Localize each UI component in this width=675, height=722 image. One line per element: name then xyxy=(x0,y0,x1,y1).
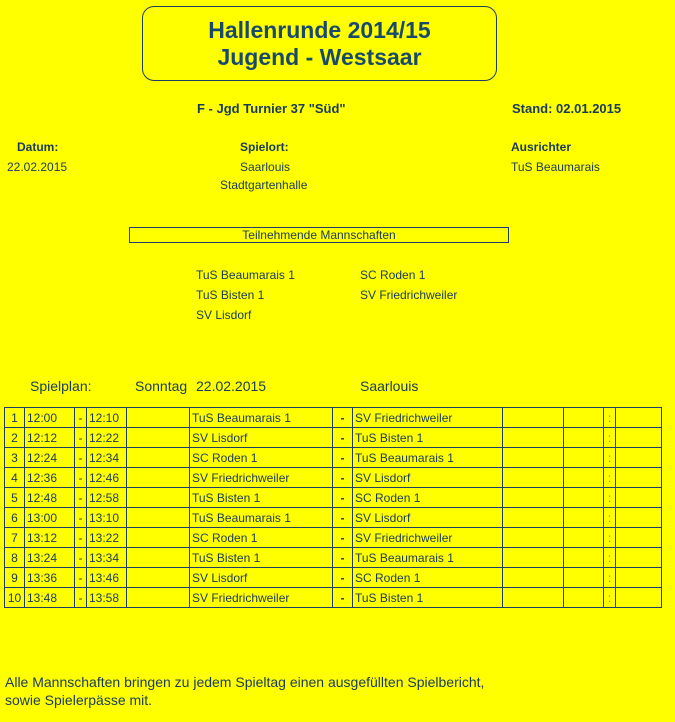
team-right-2: SV Friedrichweiler xyxy=(360,288,458,302)
empty-cell xyxy=(564,448,604,468)
team-left-3: SV Lisdorf xyxy=(196,308,252,322)
plan-place: Saarlouis xyxy=(360,378,419,394)
stand-date: Stand: 02.01.2015 xyxy=(512,101,622,116)
home-team: TuS Bisten 1 xyxy=(190,488,333,508)
time-separator: - xyxy=(75,588,87,608)
team-left-2: TuS Bisten 1 xyxy=(196,288,265,302)
title-line-2: Jugend - Westsaar xyxy=(217,44,422,70)
home-team: SV Lisdorf xyxy=(190,568,333,588)
versus-dash: - xyxy=(333,528,353,548)
score-home-cell xyxy=(503,408,564,428)
table-row xyxy=(5,428,662,448)
away-team: TuS Bisten 1 xyxy=(353,588,503,608)
teams-heading: Teilnehmende Mannschaften xyxy=(129,227,509,243)
match-start: 12:00 xyxy=(25,408,75,428)
score-away-cell xyxy=(616,588,662,608)
match-number: 8 xyxy=(5,548,25,568)
score-home-cell xyxy=(503,448,564,468)
match-end: 12:10 xyxy=(87,408,127,428)
team-left-1: TuS Beaumarais 1 xyxy=(196,268,295,282)
spielort-line-1: Saarlouis xyxy=(240,160,291,174)
away-team: SV Lisdorf xyxy=(353,508,503,528)
match-end: 12:34 xyxy=(87,448,127,468)
score-away-cell xyxy=(616,488,662,508)
score-colon: : xyxy=(604,448,616,468)
schedule-table xyxy=(4,407,662,608)
score-colon: : xyxy=(604,528,616,548)
empty-cell xyxy=(127,408,190,428)
score-away-cell xyxy=(616,428,662,448)
score-away-cell xyxy=(616,508,662,528)
versus-dash: - xyxy=(333,488,353,508)
spielort-label: Spielort: xyxy=(240,140,289,154)
match-start: 12:12 xyxy=(25,428,75,448)
score-home-cell xyxy=(503,488,564,508)
time-separator: - xyxy=(75,428,87,448)
versus-dash: - xyxy=(333,588,353,608)
home-team: TuS Beaumarais 1 xyxy=(190,508,333,528)
match-end: 12:58 xyxy=(87,488,127,508)
away-team: TuS Beaumarais 1 xyxy=(353,448,503,468)
match-start: 12:48 xyxy=(25,488,75,508)
away-team: SC Roden 1 xyxy=(353,488,503,508)
table-row xyxy=(5,548,662,568)
score-home-cell xyxy=(503,508,564,528)
score-colon: : xyxy=(604,468,616,488)
empty-cell xyxy=(564,508,604,528)
match-end: 13:10 xyxy=(87,508,127,528)
score-colon: : xyxy=(604,428,616,448)
match-end: 13:58 xyxy=(87,588,127,608)
empty-cell xyxy=(127,488,190,508)
score-away-cell xyxy=(616,408,662,428)
versus-dash: - xyxy=(333,448,353,468)
plan-date: 22.02.2015 xyxy=(196,378,267,394)
table-row xyxy=(5,468,662,488)
home-team: SC Roden 1 xyxy=(190,448,333,468)
match-number: 5 xyxy=(5,488,25,508)
score-away-cell xyxy=(616,568,662,588)
ausrichter-label: Ausrichter xyxy=(511,140,572,154)
score-home-cell xyxy=(503,588,564,608)
score-colon: : xyxy=(604,588,616,608)
empty-cell xyxy=(127,448,190,468)
versus-dash: - xyxy=(333,428,353,448)
empty-cell xyxy=(127,568,190,588)
score-away-cell xyxy=(616,448,662,468)
score-colon: : xyxy=(604,508,616,528)
empty-cell xyxy=(127,548,190,568)
time-separator: - xyxy=(75,488,87,508)
empty-cell xyxy=(127,528,190,548)
away-team: SC Roden 1 xyxy=(353,568,503,588)
home-team: TuS Beaumarais 1 xyxy=(190,408,333,428)
match-number: 2 xyxy=(5,428,25,448)
footer-note xyxy=(5,673,484,709)
table-row xyxy=(5,448,662,468)
score-away-cell xyxy=(616,528,662,548)
match-start: 13:24 xyxy=(25,548,75,568)
table-row xyxy=(5,508,662,528)
footer-line-1: Alle Mannschaften bringen zu jedem Spieltag einen ausgefüllten Spielbericht, xyxy=(5,674,485,690)
score-away-cell xyxy=(616,548,662,568)
match-end: 13:46 xyxy=(87,568,127,588)
away-team: SV Friedrichweiler xyxy=(353,408,503,428)
empty-cell xyxy=(564,548,604,568)
match-start: 13:36 xyxy=(25,568,75,588)
table-row xyxy=(5,568,662,588)
time-separator: - xyxy=(75,548,87,568)
match-number: 7 xyxy=(5,528,25,548)
empty-cell xyxy=(564,408,604,428)
datum-label: Datum: xyxy=(17,140,59,154)
versus-dash: - xyxy=(333,568,353,588)
score-home-cell xyxy=(503,468,564,488)
empty-cell xyxy=(127,468,190,488)
match-number: 10 xyxy=(5,588,25,608)
empty-cell xyxy=(564,488,604,508)
match-number: 4 xyxy=(5,468,25,488)
match-number: 1 xyxy=(5,408,25,428)
time-separator: - xyxy=(75,448,87,468)
match-number: 6 xyxy=(5,508,25,528)
team-right-1: SC Roden 1 xyxy=(360,268,426,282)
match-start: 13:00 xyxy=(25,508,75,528)
datum-value: 22.02.2015 xyxy=(7,160,68,174)
empty-cell xyxy=(564,528,604,548)
match-end: 12:22 xyxy=(87,428,127,448)
match-number: 9 xyxy=(5,568,25,588)
away-team: SV Friedrichweiler xyxy=(353,528,503,548)
plan-label: Spielplan: xyxy=(30,378,92,394)
time-separator: - xyxy=(75,508,87,528)
score-home-cell xyxy=(503,428,564,448)
home-team: SC Roden 1 xyxy=(190,528,333,548)
empty-cell xyxy=(127,428,190,448)
match-end: 13:34 xyxy=(87,548,127,568)
title-line-1: Hallenrunde 2014/15 xyxy=(208,17,431,43)
table-row xyxy=(5,408,662,428)
score-home-cell xyxy=(503,528,564,548)
empty-cell xyxy=(564,428,604,448)
tournament-name: F - Jgd Turnier 37 "Süd" xyxy=(197,101,346,116)
away-team: TuS Bisten 1 xyxy=(353,428,503,448)
footer-line-2: sowie Spielerpässe mit. xyxy=(5,692,153,708)
table-row xyxy=(5,528,662,548)
title-box xyxy=(142,6,497,81)
match-number: 3 xyxy=(5,448,25,468)
empty-cell xyxy=(127,588,190,608)
home-team: SV Friedrichweiler xyxy=(190,468,333,488)
score-colon: : xyxy=(604,548,616,568)
empty-cell xyxy=(564,568,604,588)
versus-dash: - xyxy=(333,548,353,568)
match-start: 12:36 xyxy=(25,468,75,488)
empty-cell xyxy=(564,588,604,608)
time-separator: - xyxy=(75,408,87,428)
match-start: 12:24 xyxy=(25,448,75,468)
score-home-cell xyxy=(503,548,564,568)
empty-cell xyxy=(564,468,604,488)
time-separator: - xyxy=(75,468,87,488)
match-start: 13:48 xyxy=(25,588,75,608)
versus-dash: - xyxy=(333,508,353,528)
plan-day: Sonntag xyxy=(135,378,188,394)
away-team: TuS Beaumarais 1 xyxy=(353,548,503,568)
table-row xyxy=(5,488,662,508)
home-team: SV Lisdorf xyxy=(190,428,333,448)
match-start: 13:12 xyxy=(25,528,75,548)
versus-dash: - xyxy=(333,408,353,428)
versus-dash: - xyxy=(333,468,353,488)
score-away-cell xyxy=(616,468,662,488)
score-home-cell xyxy=(503,568,564,588)
empty-cell xyxy=(127,508,190,528)
match-end: 12:46 xyxy=(87,468,127,488)
score-colon: : xyxy=(604,488,616,508)
table-row xyxy=(5,588,662,608)
score-colon: : xyxy=(604,568,616,588)
time-separator: - xyxy=(75,528,87,548)
home-team: TuS Bisten 1 xyxy=(190,548,333,568)
ausrichter-value: TuS Beaumarais xyxy=(511,160,600,174)
away-team: SV Lisdorf xyxy=(353,468,503,488)
time-separator: - xyxy=(75,568,87,588)
match-end: 13:22 xyxy=(87,528,127,548)
spielort-line-2: Stadtgartenhalle xyxy=(220,178,308,192)
home-team: SV Friedrichweiler xyxy=(190,588,333,608)
score-colon: : xyxy=(604,408,616,428)
